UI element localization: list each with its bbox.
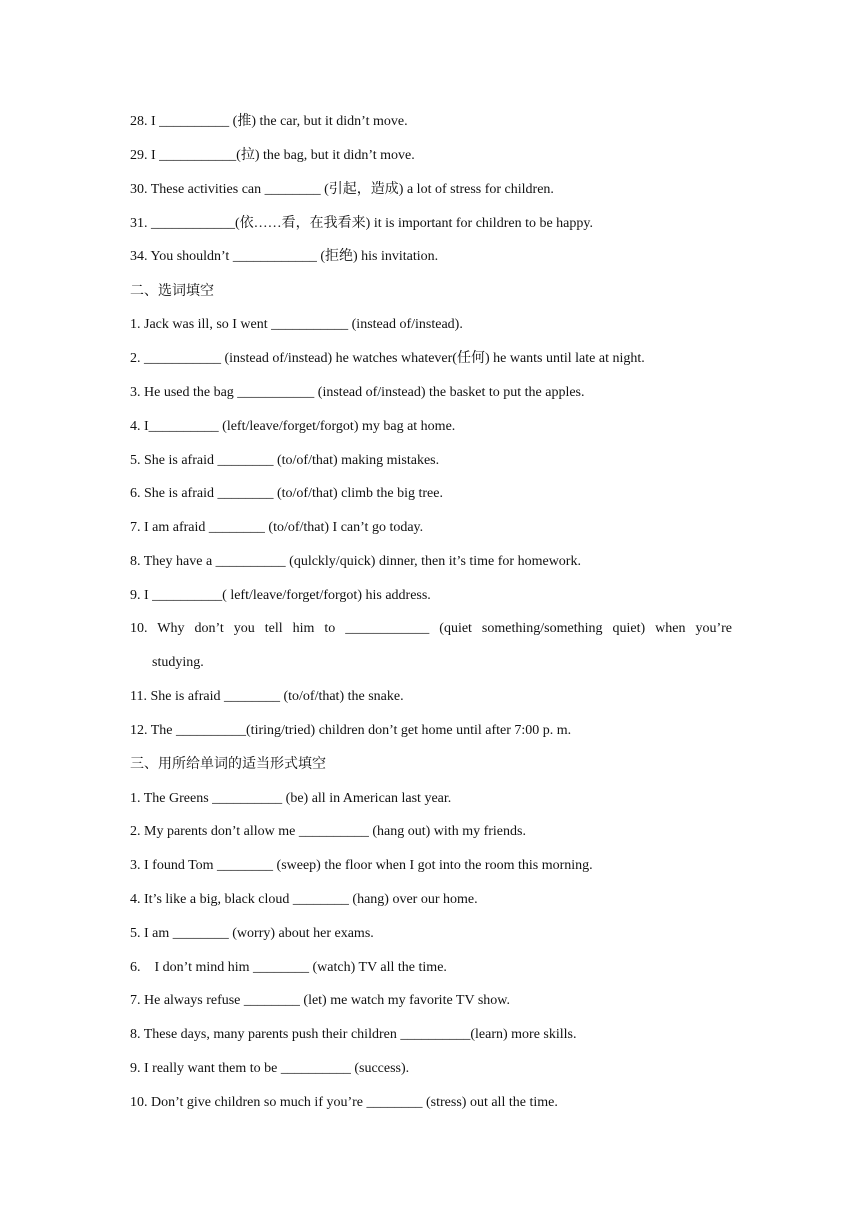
choice-question-5: 5. She is afraid ________ (to/of/that) making mistakes. (130, 453, 440, 468)
form-question-9: 9. I really want them to be __________ (success). (130, 1061, 410, 1076)
choice-question-9: 9. I __________( left/leave/forget/forgot) his address. (130, 588, 431, 603)
choice-question-1: 1. Jack was ill, so I went ___________ (instead of/instead). (130, 317, 463, 332)
form-question-6: 6. I don’t mind him ________ (watch) TV all the time. (130, 960, 447, 975)
choice-question-10-line-2: studying. (152, 655, 204, 670)
form-question-2: 2. My parents don’t allow me __________ (hang out) with my friends. (130, 824, 526, 839)
question-29: 29. I ___________(拉) the bag, but it didn’t move. (130, 148, 415, 163)
choice-question-2: 2. ___________ (instead of/instead) he watches whatever(任何) he wants until late at night. (130, 351, 645, 366)
form-question-7: 7. He always refuse ________ (let) me watch my favorite TV show. (130, 993, 510, 1008)
form-question-10: 10. Don’t give children so much if you’re ________ (stress) out all the time. (130, 1095, 558, 1110)
question-34: 34. You shouldn’t ____________ (拒绝) his invitation. (130, 249, 439, 264)
form-question-3: 3. I found Tom ________ (sweep) the floor when I got into the room this morning. (130, 858, 593, 873)
question-31: 31. ____________(依……看，在我看来) it is important for children to be happy. (130, 216, 593, 231)
form-question-1: 1. The Greens __________ (be) all in American last year. (130, 791, 452, 806)
choice-question-10-line-1: 10. Why don’t you tell him to ____________ (quiet something/something quiet) when you’re (130, 621, 732, 636)
choice-question-6: 6. She is afraid ________ (to/of/that) climb the big tree. (130, 486, 443, 501)
choice-question-7: 7. I am afraid ________ (to/of/that) I can’t go today. (130, 520, 424, 535)
choice-question-11: 11. She is afraid ________ (to/of/that) the snake. (130, 689, 404, 704)
choice-question-8: 8. They have a __________ (qulckly/quick) dinner, then it’s time for homework. (130, 554, 581, 569)
section-heading-word-choice: 二、选词填空 (130, 283, 214, 299)
choice-question-12: 12. The __________(tiring/tried) children don’t get home until after 7:00 p. m. (130, 723, 572, 738)
choice-question-4: 4. I__________ (left/leave/forget/forgot) my bag at home. (130, 419, 456, 434)
form-question-8: 8. These days, many parents push their children __________(learn) more skills. (130, 1027, 577, 1042)
question-30: 30. These activities can ________ (引起，造成) a lot of stress for children. (130, 182, 554, 197)
form-question-5: 5. I am ________ (worry) about her exams. (130, 926, 374, 941)
form-question-4: 4. It’s like a big, black cloud ________ (hang) over our home. (130, 892, 478, 907)
question-28: 28. I __________ (推) the car, but it didn’t move. (130, 114, 408, 129)
choice-question-3: 3. He used the bag ___________ (instead of/instead) the basket to put the apples. (130, 385, 585, 400)
section-heading-word-form: 三、用所给单词的适当形式填空 (130, 756, 326, 772)
